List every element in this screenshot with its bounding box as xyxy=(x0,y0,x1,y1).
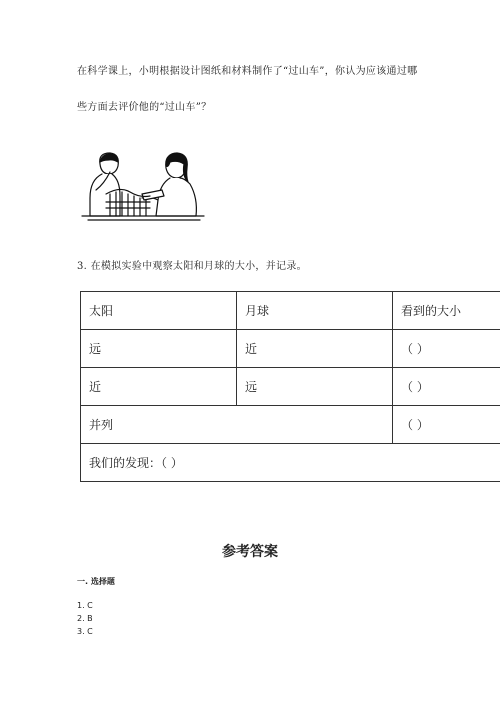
answer-blank[interactable]: （ ） xyxy=(393,406,500,444)
table-row-finding xyxy=(81,444,500,482)
answer-item: 1. C xyxy=(77,601,93,610)
answer-item: 2. B xyxy=(77,614,93,623)
table-cell: 近 xyxy=(81,368,237,406)
table-row xyxy=(81,330,500,368)
question-text-line1: 在科学课上，小明根据设计图纸和材料制作了“过山车”，你认为应该通过哪 xyxy=(77,66,418,77)
header-cell-moon: 月球 xyxy=(237,292,393,330)
answer-blank[interactable]: （ ） xyxy=(393,368,500,406)
header-cell-apparent-size: 看到的大小 xyxy=(393,292,500,330)
finding-cell[interactable]: 我们的发现：（ ） xyxy=(81,444,500,482)
section-heading-multiple-choice: 一. 选择题 xyxy=(77,577,115,586)
table-row-merged xyxy=(81,406,500,444)
table-cell: 近 xyxy=(237,330,393,368)
table-row xyxy=(81,368,500,406)
question-3-text: 3. 在模拟实验中观察太阳和月球的大小，并记录。 xyxy=(77,261,307,272)
header-cell-sun: 太阳 xyxy=(81,292,237,330)
table-cell: 远 xyxy=(81,330,237,368)
answer-blank[interactable]: （ ） xyxy=(393,330,500,368)
observation-table xyxy=(80,291,500,482)
table-cell-side-by-side: 并列 xyxy=(81,406,393,444)
answer-item: 3. C xyxy=(77,627,93,636)
children-building-roller-coaster-illustration xyxy=(80,150,206,224)
answer-key-title: 参考答案 xyxy=(222,544,278,560)
question-text-line2: 些方面去评价他的“过山车”？ xyxy=(77,102,212,113)
table-header-row xyxy=(81,292,500,330)
table-cell: 远 xyxy=(237,368,393,406)
